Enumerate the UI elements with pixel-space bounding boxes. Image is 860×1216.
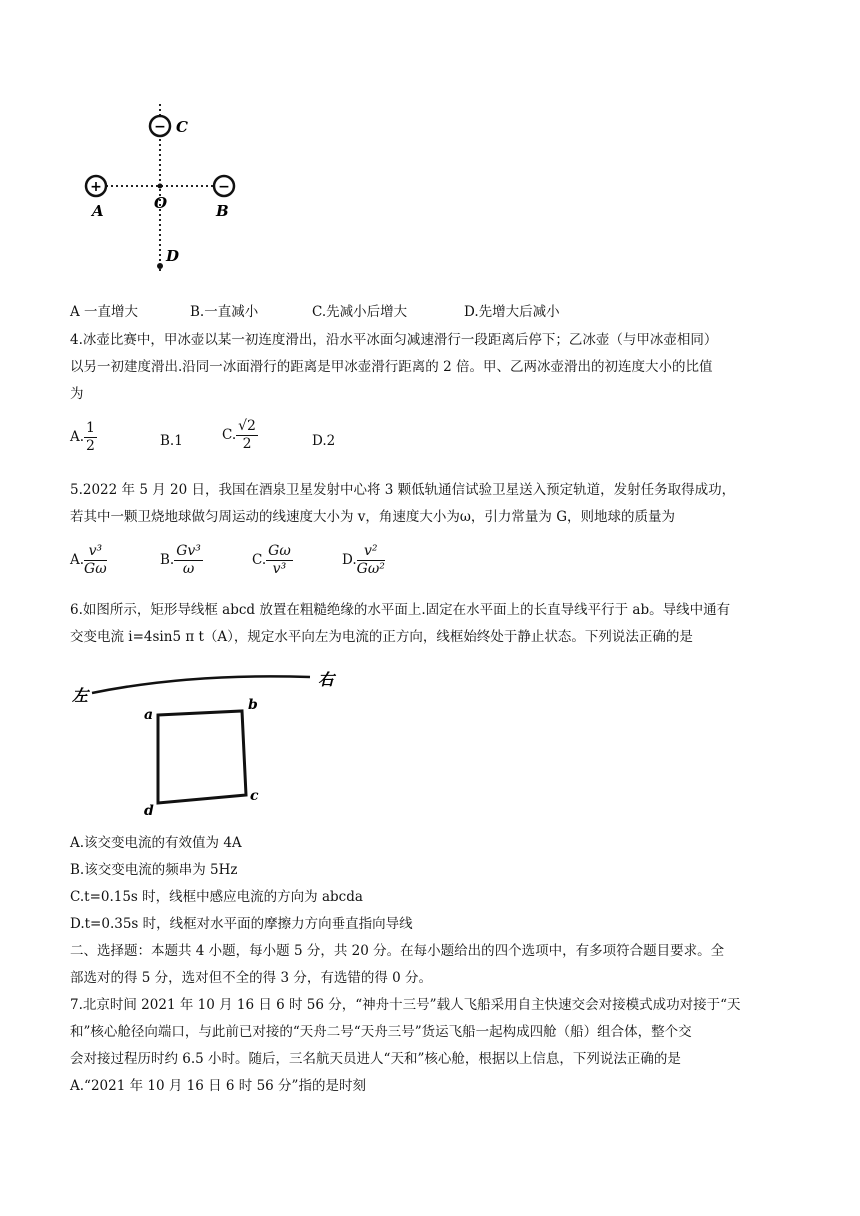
label-frame-d: d (144, 803, 154, 819)
q4-c-den: 2 (242, 436, 252, 452)
q5-d-num: v² (357, 543, 385, 561)
q4-option-a: A. $\frac{1}{2}$ (70, 420, 95, 454)
q3-option-a: A 一直增大 (70, 304, 139, 320)
point-d (157, 263, 163, 269)
q7-line-1: 7.北京时间 2021 年 10 月 16 日 6 时 56 分，“神舟十三号”载人飞船采用自主快速交会对接模式成功对接于“天 (70, 997, 741, 1013)
charge-b-sign: − (218, 179, 230, 195)
section2-line-2: 部选对的得 5 分，选对但不全的得 3 分，有选错的得 0 分。 (70, 970, 433, 986)
q5-a-den: Gω (84, 561, 107, 577)
label-left: 左 (72, 686, 89, 705)
q5-option-b: B. $\frac{\text{Gv³}}{\omega}$ (160, 543, 201, 577)
label-frame-c: c (250, 788, 259, 804)
q5-line-2: 若其中一颗卫烧地球做匀周运动的线速度大小为 v，角速度大小为ω，引力常量为 G，则地球的质量为 (70, 509, 676, 525)
q3-option-b: B.一直减小 (190, 304, 259, 320)
q4-a-den: 2 (86, 438, 95, 454)
q7-line-2: 和”核心舱径向端口，与此前已对接的“天舟二号“天舟三号”货运飞船一起构成四舱（船）组合体，整个交 (70, 1024, 692, 1040)
label-frame-a: a (144, 707, 154, 723)
label-frame-b: b (248, 697, 258, 713)
label-b: B (216, 202, 229, 220)
q4-option-d: D.2 (312, 433, 336, 449)
q4-line-2: 以另一初建度滑出.沿同一冰面滑行的距离是甲冰壶滑行距离的 2 倍。甲、乙两冰壶滑出的初连度大小的比值 (70, 359, 713, 375)
frame-abcd (158, 711, 246, 803)
q6-line-2: 交变电流 i=4sin5 π t（A），规定水平向左为电流的正方向，线框始终处于静止状态。下列说法正确的是 (70, 629, 693, 645)
q5-b-den: ω (182, 561, 195, 577)
label-right: 右 (318, 670, 335, 689)
charge-diagram (70, 96, 250, 296)
section2-line-1: 二、选择题：本题共 4 小题，每小题 5 分，共 20 分。在每小题给出的四个选项中，有多项符合题目要求。全 (70, 943, 725, 959)
q5-c-num: Gω (268, 543, 291, 559)
long-wire (92, 676, 310, 693)
q5-b-num: Gv³ (176, 543, 201, 559)
q5-option-c: C. $\frac{G\omega}{\text{v³}}$ (252, 543, 291, 577)
q5-option-d: D. $\frac{\text{v²}}{\text{Gω²}}$ (342, 543, 385, 577)
q4-option-b: B.1 (160, 433, 183, 449)
q4-option-c: C. $\frac{√2}{2}$ (222, 418, 256, 452)
q6-line-1: 6.如图所示，矩形导线框 abcd 放置在粗糙绝缘的水平面上.固定在水平面上的长直导线平行于 ab。导线中通有 (70, 602, 731, 618)
q5-a-num: v³ (84, 543, 107, 561)
q3-option-d: D.先增大后减小 (464, 304, 560, 320)
q4-line-1: 4.冰壶比赛中，甲冰壶以某一初连度滑出，沿水平冰面匀减速滑行一段距离后停下；乙冰壶（与甲冰壶相同） (70, 332, 718, 348)
q5-option-a: A. $\frac{\text{v³}}{G\omega}$ (70, 543, 107, 577)
q7-line-3: 会对接过程历时约 6.5 小时。随后，三名航天员进人“天和”核心舱，根据以上信息，下列说法正确的是 (70, 1051, 681, 1067)
wire-frame-diagram (70, 655, 360, 830)
label-a: A (92, 202, 104, 220)
q4-c-num: √2 (238, 418, 256, 434)
q6-option-d: D.t=0.35s 时，线框对水平面的摩擦力方向垂直指向导线 (70, 916, 413, 932)
q5-d-den: Gω² (356, 561, 385, 577)
q6-option-a: A.该交变电流的有效值为 4A (70, 835, 242, 851)
q3-option-c: C.先减小后增大 (312, 304, 408, 320)
q7-option-a: A.“2021 年 10 月 16 日 6 时 56 分”指的是时刻 (70, 1078, 366, 1094)
charge-a-sign: + (90, 179, 102, 195)
q4-line-3: 为 (70, 386, 84, 402)
label-d: D (166, 247, 180, 265)
q5-line-1: 5.2022 年 5 月 20 日，我国在酒泉卫星发射中心将 3 颗低轨通信试验卫星送入预定轨道，发射任务取得成功， (70, 482, 736, 498)
label-c: C (176, 118, 188, 136)
q4-a-num: 1 (86, 420, 95, 436)
charge-c-sign: − (154, 119, 166, 135)
q6-option-b: B.该交变电流的频串为 5Hz (70, 862, 238, 878)
point-o (158, 184, 163, 189)
q6-option-c: C.t=0.15s 时，线框中感应电流的方向为 abcda (70, 889, 363, 905)
label-o: O (154, 194, 168, 212)
q5-c-den: v³ (272, 561, 287, 577)
